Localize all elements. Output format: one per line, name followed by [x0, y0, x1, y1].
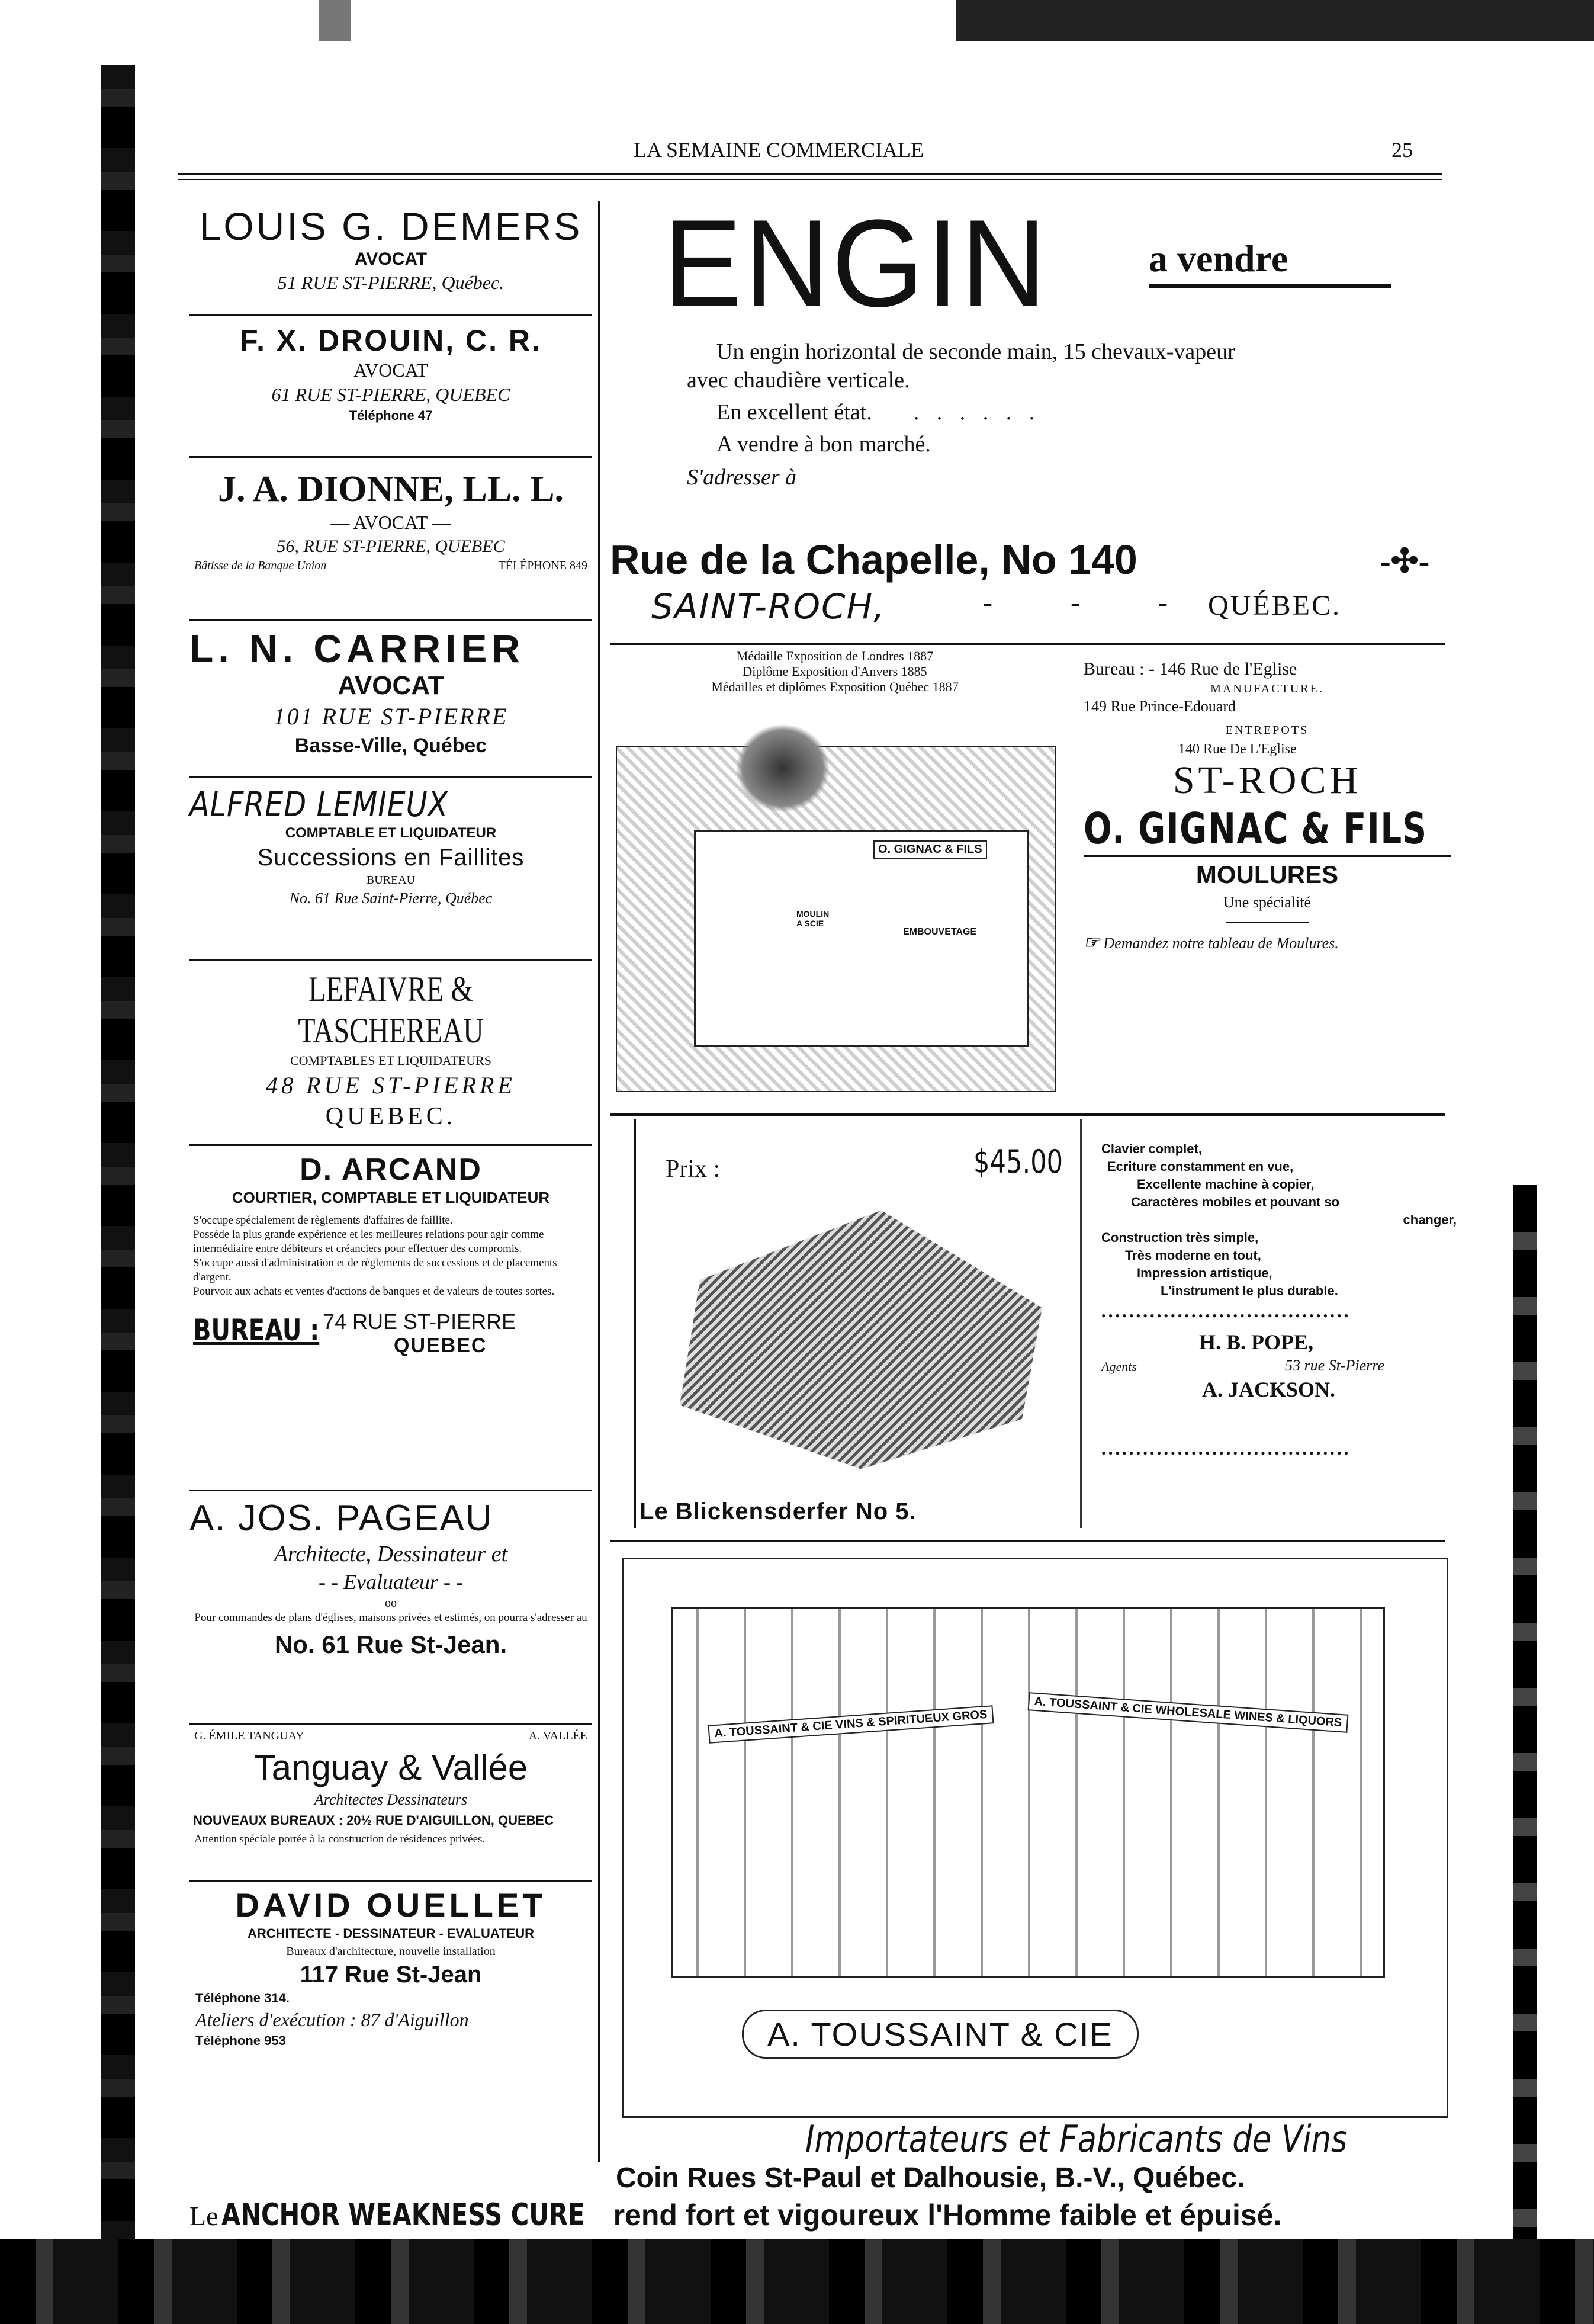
- feature-line: L'instrument le plus durable.: [1161, 1283, 1338, 1298]
- drouin-phone: Téléphone 47: [349, 408, 433, 423]
- tanguay-name: Tanguay & Vallée: [253, 1748, 528, 1787]
- demers-address: 51 RUE ST-PIERRE, Québec.: [277, 272, 504, 293]
- factory-sign-mill: MOULIN A SCIE: [796, 909, 830, 928]
- scan-artifact-top: [0, 0, 1594, 41]
- gignac-bureau: Bureau : - 146 Rue de l'Eglise: [1084, 659, 1297, 679]
- lemieux-title: COMPTABLE ET LIQUIDATEUR: [285, 825, 497, 841]
- feature-line: Construction très simple,: [1101, 1230, 1259, 1245]
- ouellet-name: DAVID OUELLET: [235, 1886, 547, 1924]
- smoke-cloud-icon: [735, 724, 830, 813]
- page-number: 25: [1391, 138, 1413, 162]
- scan-artifact-left: [101, 65, 135, 2245]
- dotted-rule: ••••••••••••••••••••••••••••••••••••: [1101, 1446, 1351, 1460]
- demers-name: LOUIS G. DEMERS: [199, 204, 583, 248]
- gignac-footer: Demandez notre tableau de Moulures.: [1103, 935, 1339, 952]
- feature-line: Très moderne en tout,: [1125, 1248, 1261, 1263]
- ad-drouin: [189, 323, 592, 425]
- ouellet-phone1: Téléphone 314.: [195, 1991, 290, 2005]
- feature-line: Clavier complet,: [1101, 1141, 1202, 1156]
- carrier-city: Basse-Ville, Québec: [294, 734, 487, 757]
- feature-line: Excellente machine à copier,: [1137, 1177, 1315, 1192]
- divider: [189, 619, 592, 621]
- feature-line: changer,: [1403, 1212, 1457, 1227]
- engin-line3-dots: . . . . . .: [913, 400, 1041, 425]
- lemieux-address: No. 61 Rue Saint-Pierre, Québec: [289, 890, 493, 907]
- factory-building: [694, 830, 1029, 1047]
- header-rule-thin: [178, 179, 1442, 180]
- header-rule: [178, 173, 1442, 175]
- typewriter-agent1: H. B. POPE,: [1199, 1330, 1314, 1354]
- feature-line: Ecriture constamment en vue,: [1107, 1159, 1294, 1174]
- arcand-title: COURTIER, COMPTABLE ET LIQUIDATEUR: [232, 1189, 550, 1206]
- ornament-icon: -✣-: [1380, 543, 1430, 580]
- engin-line1: Un engin horizontal de seconde main, 15 chevaux-vapeur: [716, 339, 1235, 364]
- lefaivre-title: COMPTABLES ET LIQUIDATEURS: [290, 1053, 492, 1068]
- warehouse-building: [671, 1607, 1385, 1978]
- drouin-name: F. X. DROUIN, C. R.: [240, 324, 542, 357]
- ad-lefaivre: [189, 968, 592, 1132]
- ad-ouellet: [189, 1886, 592, 2050]
- ad-carrier: [189, 627, 592, 759]
- ad-lemieux: [189, 785, 592, 909]
- pageau-title1: Architecte, Dessinateur et: [274, 1542, 508, 1567]
- engin-line2: avec chaudière verticale.: [687, 368, 910, 393]
- divider: [1226, 922, 1309, 923]
- arcand-body-line: S'occupe aussi d'administration et de règlements de successions et de placements d'argent.: [193, 1257, 557, 1283]
- lemieux-name: ALFRED LEMIEUX: [189, 784, 449, 824]
- lemieux-bureau: BUREAU: [366, 874, 416, 887]
- footer-rest: rend fort et vigoureux l'Homme faible et épuisé.: [613, 2198, 1282, 2232]
- gignac-specialty: Une spécialité: [1223, 894, 1311, 911]
- drouin-address: 61 RUE ST-PIERRE, QUEBEC: [271, 384, 510, 405]
- feature-line: Caractères mobiles et pouvant so: [1131, 1195, 1340, 1209]
- gignac-entrepots: 140 Rue De L'Eglise: [1178, 742, 1297, 757]
- dionne-building: Bâtisse de la Banque Union: [194, 559, 327, 572]
- ouellet-body: Bureaux d'architecture, nouvelle installation: [286, 1945, 496, 1958]
- arcand-bureau-label: BUREAU :: [193, 1313, 320, 1347]
- tanguay-left-name: G. ÉMILE TANGUAY: [194, 1729, 304, 1742]
- arcand-name: D. ARCAND: [300, 1153, 482, 1187]
- typewriter-panel: [634, 1119, 1082, 1528]
- ouellet-title: ARCHITECTE - DESSINATEUR - EVALUATEUR: [248, 1926, 534, 1941]
- gignac-medal: Diplôme Exposition d'Anvers 1885: [743, 664, 927, 679]
- engin-address: Rue de la Chapelle, No 140: [610, 537, 1137, 583]
- gignac-medal: Médailles et diplômes Exposition Québec 1887: [711, 679, 959, 694]
- engin-city-left: SAINT-ROCH,: [651, 586, 886, 627]
- lemieux-specialty: Successions en Faillites: [257, 845, 525, 871]
- factory-illustration: [616, 746, 1056, 1092]
- warehouse-sign-left: A. TOUSSAINT & CIE VINS & SPIRITUEUX GROS: [708, 1705, 994, 1744]
- divider: [189, 1144, 592, 1146]
- drouin-title: AVOCAT: [353, 359, 428, 381]
- lefaivre-name: LEFAIVRE & TASCHEREAU: [298, 970, 484, 1050]
- divider: [610, 1540, 1445, 1542]
- gignac-manufacture: 149 Rue Prince-Edouard: [1084, 698, 1236, 715]
- arcand-body-line: Pourvoit aux achats et ventes d'actions de banques et de valeurs de toutes sortes.: [193, 1285, 555, 1298]
- pageau-name: A. JOS. PAGEAU: [189, 1498, 493, 1539]
- carrier-title: AVOCAT: [338, 671, 444, 700]
- dionne-title: — AVOCAT —: [330, 512, 451, 533]
- divider: [610, 643, 1445, 645]
- carrier-name: L. N. CARRIER: [189, 627, 525, 670]
- gignac-text: [1084, 657, 1451, 954]
- divider: [189, 1723, 592, 1725]
- arcand-bureau-city: QUEBEC: [394, 1334, 487, 1357]
- divider: [189, 1490, 592, 1491]
- gignac-name: O. GIGNAC & FILS: [1084, 804, 1428, 853]
- pointing-hand-icon: ☞: [1084, 933, 1100, 952]
- ad-arcand: [189, 1152, 592, 1360]
- dotted-rule: ••••••••••••••••••••••••••••••••••••: [1101, 1308, 1351, 1323]
- factory-sign-right: EMBOUVETAGE: [903, 927, 977, 937]
- dionne-phone: TÉLÉPHONE 849: [498, 559, 587, 572]
- typewriter-illustration: [660, 1196, 1062, 1475]
- gignac-product: MOULURES: [1196, 861, 1339, 888]
- engin-city-dashes: - - -: [983, 587, 1203, 618]
- ad-demers: [189, 204, 592, 294]
- lefaivre-address: 48 RUE ST-PIERRE: [266, 1072, 516, 1099]
- footer-brand: ANCHOR WEAKNESS CURE: [221, 2197, 585, 2233]
- toussaint-banner: A. TOUSSAINT & CIE: [742, 2010, 1139, 2059]
- engin-address-label: S'adresser à: [687, 465, 797, 490]
- divider: [189, 456, 592, 458]
- typewriter-features: [1101, 1140, 1457, 1461]
- scan-artifact-bottom: [0, 2239, 1594, 2324]
- pageau-body: Pour commandes de plans d'églises, maisons privées et estimés, on pourra s'adresser au: [194, 1612, 587, 1624]
- arcand-bureau-address: 74 RUE ST-PIERRE: [323, 1309, 516, 1334]
- divider: [189, 959, 592, 961]
- ouellet-phone2: Téléphone 953: [195, 2033, 286, 2048]
- warehouse-sign-right: A. TOUSSAINT & CIE WHOLESALE WINES & LIQUORS: [1028, 1692, 1349, 1733]
- typewriter-agent-address: 53 rue St-Pierre: [1285, 1357, 1384, 1374]
- lefaivre-city: QUEBEC.: [325, 1103, 457, 1130]
- toussaint-illustration: [622, 1558, 1448, 2118]
- engin-line3: En excellent état.: [716, 400, 872, 425]
- typewriter-agents-label: Agents: [1101, 1359, 1137, 1374]
- gignac-medal: Médaille Exposition de Londres 1887: [736, 649, 934, 663]
- footer-line: [189, 2197, 1463, 2233]
- ad-tanguay: [189, 1729, 592, 1849]
- divider: [610, 1113, 1445, 1116]
- tanguay-title: Architectes Dessinateurs: [314, 1791, 468, 1808]
- dionne-name: J. A. DIONNE, LL. L.: [218, 469, 564, 509]
- gignac-entrepots-label: ENTREPOTS: [1225, 724, 1309, 737]
- tanguay-address: NOUVEAUX BUREAUX : 20½ RUE D'AIGUILLON, QUEBEC: [193, 1813, 554, 1828]
- engin-sub: a vendre: [1149, 237, 1288, 280]
- ad-pageau: [189, 1497, 592, 1661]
- engin-line4: A vendre à bon marché.: [716, 432, 931, 457]
- arcand-body-line: Possède la plus grande expérience et les meilleures relations pour agir comme intermédiaire entre débiteurs et créanciers pour effectuer des compromis.: [193, 1228, 544, 1255]
- pageau-divider: ———oo———: [349, 1597, 432, 1610]
- gignac-manufacture-label: MANUFACTURE.: [1210, 682, 1324, 695]
- dionne-address: 56, RUE ST-PIERRE, QUEBEC: [277, 537, 505, 556]
- ad-dionne: [189, 468, 592, 576]
- factory-sign: O. GIGNAC & FILS: [873, 840, 987, 859]
- toussaint-address: Coin Rues St-Paul et Dalhousie, B.-V., Québec.: [616, 2162, 1245, 2194]
- engin-headline: ENGIN: [663, 194, 1049, 333]
- page-header-title: LA SEMAINE COMMERCIALE: [634, 138, 924, 162]
- column-divider: [598, 201, 600, 2162]
- demers-title: AVOCAT: [354, 249, 428, 269]
- divider: [189, 1880, 592, 1882]
- tanguay-right-name: A. VALLÉE: [528, 1729, 587, 1742]
- carrier-address: 101 RUE ST-PIERRE: [273, 703, 509, 730]
- feature-line: Impression artistique,: [1137, 1266, 1272, 1280]
- ouellet-address: 117 Rue St-Jean: [300, 1962, 482, 1988]
- pageau-address: No. 61 Rue St-Jean.: [274, 1630, 507, 1658]
- divider: [1084, 855, 1451, 857]
- divider: [189, 776, 592, 778]
- typewriter-price-label: Prix :: [666, 1155, 721, 1183]
- typewriter-agent2: A. JACKSON.: [1202, 1378, 1336, 1401]
- scan-artifact-right: [1513, 1185, 1537, 2310]
- divider: [189, 314, 592, 316]
- footer-prefix: Le: [189, 2201, 218, 2231]
- typewriter-model: Le Blickensderfer No 5.: [639, 1498, 917, 1524]
- engin-sub-underline: [1149, 284, 1391, 288]
- typewriter-price: $45.00: [973, 1143, 1063, 1180]
- gignac-district: ST-ROCH: [1172, 759, 1362, 802]
- pageau-title2: - - Evaluateur - -: [319, 1570, 463, 1594]
- ouellet-workshop: Ateliers d'exécution : 87 d'Aiguillon: [195, 2009, 469, 2030]
- gignac-medals: [610, 649, 1060, 695]
- engin-city-right: QUÉBEC.: [1208, 590, 1341, 621]
- arcand-body-line: S'occupe spécialement de règlements d'affaires de faillite.: [193, 1214, 453, 1227]
- toussaint-tagline: Importateurs et Fabricants de Vins: [805, 2117, 1348, 2161]
- tanguay-body: Attention spéciale portée à la construction de résidences privées.: [194, 1833, 486, 1845]
